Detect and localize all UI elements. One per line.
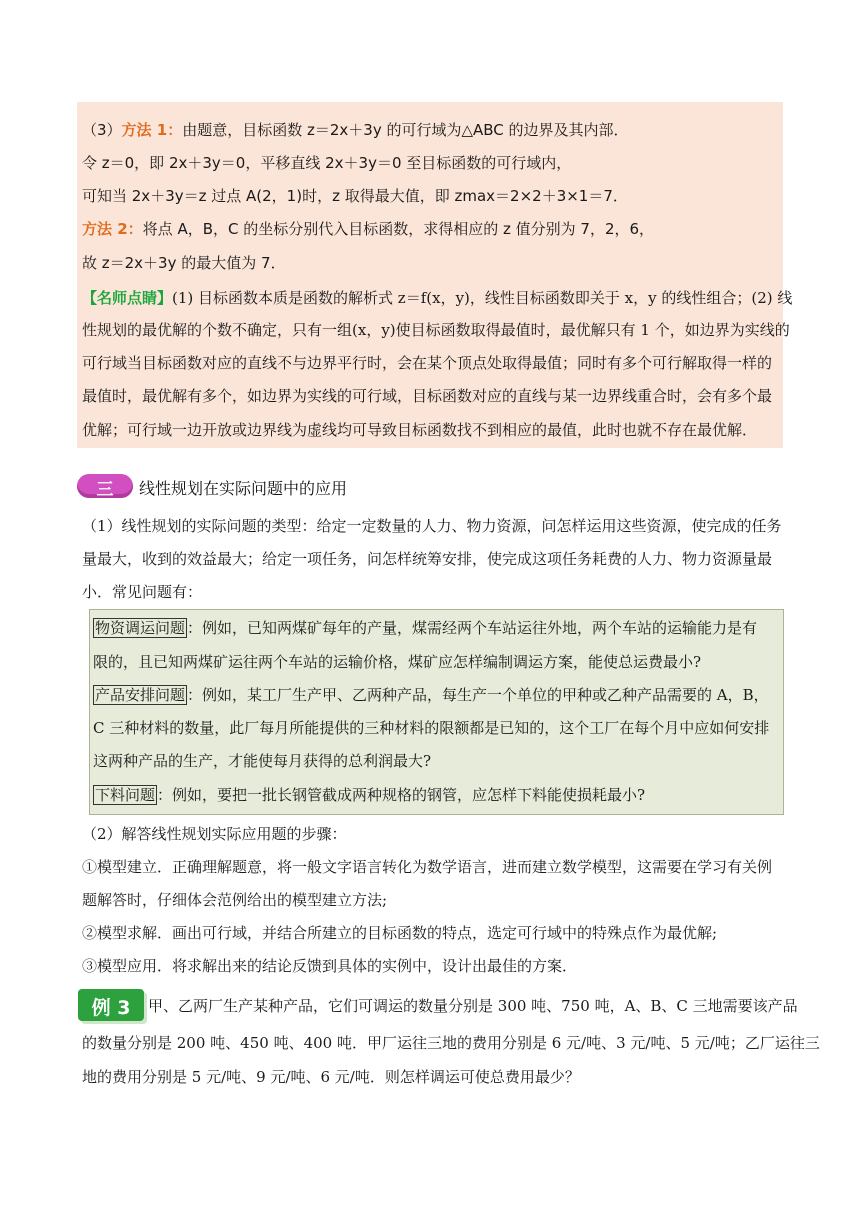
steps-header: （2）解答线性规划实际应用题的步骤： (82, 825, 347, 843)
example-number: 例 3 (91, 997, 131, 1019)
tip-line-2: 性规划的最优解的个数不确定，只有一组(x，y)使目标函数取得最值时，最优解只有 1 个，如边界为实线的 (82, 321, 790, 339)
problem-2-line-3: 这两种产品的生产，才能使每月获得的总利润最大? (93, 752, 432, 770)
problem-3-line-1 (93, 785, 645, 805)
problem-text: ：例如，已知两煤矿每年的产量，煤需经两个车站运往外地，两个车站的运输能力是有 (187, 619, 758, 637)
example-line-3: 地的费用分别是 5 元/吨、9 元/吨、6 元/吨．则怎样调运可使总费用最少？ (82, 1068, 580, 1086)
problem-2-line-1 (93, 685, 769, 705)
step-3: ③模型应用．将求解出来的结论反馈到具体的实例中，设计出最佳的方案． (82, 957, 578, 975)
problem-3-label: 下料问题 (95, 786, 156, 804)
section-number: 三 (96, 480, 114, 500)
problem-2-label: 产品安排问题 (95, 686, 186, 704)
solution-text: 将点 A，B，C 的坐标分别代入目标函数，求得相应的 z 值分别为 7，2，6， (142, 220, 655, 238)
tip-line-4: 最值时，最优解有多个，如边界为实线的可行域，目标函数对应的直线与某一边界线重合时，会有多个最 (82, 387, 773, 405)
solution-line-1 (82, 120, 629, 140)
section-badge (77, 474, 133, 498)
intro-line-3: 小．常见问题有： (82, 583, 203, 601)
step-2: ②模型求解．画出可行域，并结合所建立的目标函数的特点，选定可行域中的特殊点作为最优解; (82, 924, 718, 942)
problem-2-line-2: C 三种材料的数量，此厂每月所能提供的三种材料的限额都是已知的，这个工厂在每个月中应如何安排 (93, 719, 770, 737)
intro-line-1: （1）线性规划的实际问题的类型：给定一定数量的人力、物力资源，问怎样运用这些资源，使完成的任务 (82, 517, 782, 535)
solution-text: 由题意，目标函数 z＝2x＋3y 的可行域为△ABC 的边界及其内部． (182, 121, 629, 139)
tip-line-5: 优解；可行域一边开放或边界线为虚线均可导致目标函数找不到相应的最值，此时也就不存在最优解． (82, 421, 758, 439)
problem-text: ：例如，要把一批长钢管截成两种规格的钢管，应怎样下料能使损耗最小? (157, 786, 646, 804)
step-1-line-2: 题解答时，仔细体会范例给出的模型建立方法; (82, 891, 388, 909)
problem-text: ：例如，某工厂生产甲、乙两种产品，每生产一个单位的甲种或乙种产品需要的 A，B， (187, 686, 769, 704)
problem-1-line-1 (93, 618, 757, 638)
method-1-label: 方法 1： (121, 121, 183, 139)
example-line-2: 的数量分别是 200 吨、450 吨、400 吨．甲厂运往三地的费用分别是 6 元/吨、3 元/吨、5 元/吨；乙厂运往三 (82, 1034, 820, 1052)
tip-text: (1) 目标函数本质是函数的解析式 z＝f(x，y)，线性目标函数即关于 x，y 的线性组合；(2) 线 (172, 289, 793, 307)
tip-label: 【名师点睛】 (82, 289, 173, 307)
tip-line-1 (82, 288, 793, 308)
tip-line-3: 可行域当目标函数对应的直线不与边界平行时，会在某个顶点处取得最值；同时有多个可行解取得一样的 (82, 354, 773, 372)
section-title: 线性规划在实际问题中的应用 (139, 479, 348, 498)
problem-1-line-2: 限的，且已知两煤矿运往两个车站的运输价格，煤矿应怎样编制调运方案，能使总运费最小? (93, 653, 702, 671)
example-line-1: 甲、乙两厂生产某种产品，它们可调运的数量分别是 300 吨、750 吨，A、B、C 三地需要该产品 (148, 997, 798, 1015)
problem-1-label: 物资调运问题 (95, 619, 186, 637)
solution-line-4 (82, 219, 654, 239)
step-1-line-1: ①模型建立．正确理解题意，将一般文字语言转化为数学语言，进而建立数学模型，这需要在学习有关例 (82, 858, 773, 876)
method-2-label: 方法 2： (82, 220, 143, 238)
solution-line-5: 故 z＝2x＋3y 的最大值为 7． (82, 254, 286, 272)
part-number: （3） (82, 121, 122, 139)
intro-line-2: 量最大，收到的效益最大；给定一项任务，问怎样统筹安排，使完成这项任务耗费的人力、物力资源量最 (82, 550, 773, 568)
solution-line-2: 令 z＝0，即 2x＋3y＝0，平移直线 2x＋3y＝0 至目标函数的可行域内， (82, 154, 572, 172)
solution-line-3: 可知当 2x＋3y＝z 过点 A(2，1)时，z 取得最大值，即 zmax＝2×2＋3×1＝7． (82, 187, 628, 205)
example-badge (78, 989, 144, 1021)
